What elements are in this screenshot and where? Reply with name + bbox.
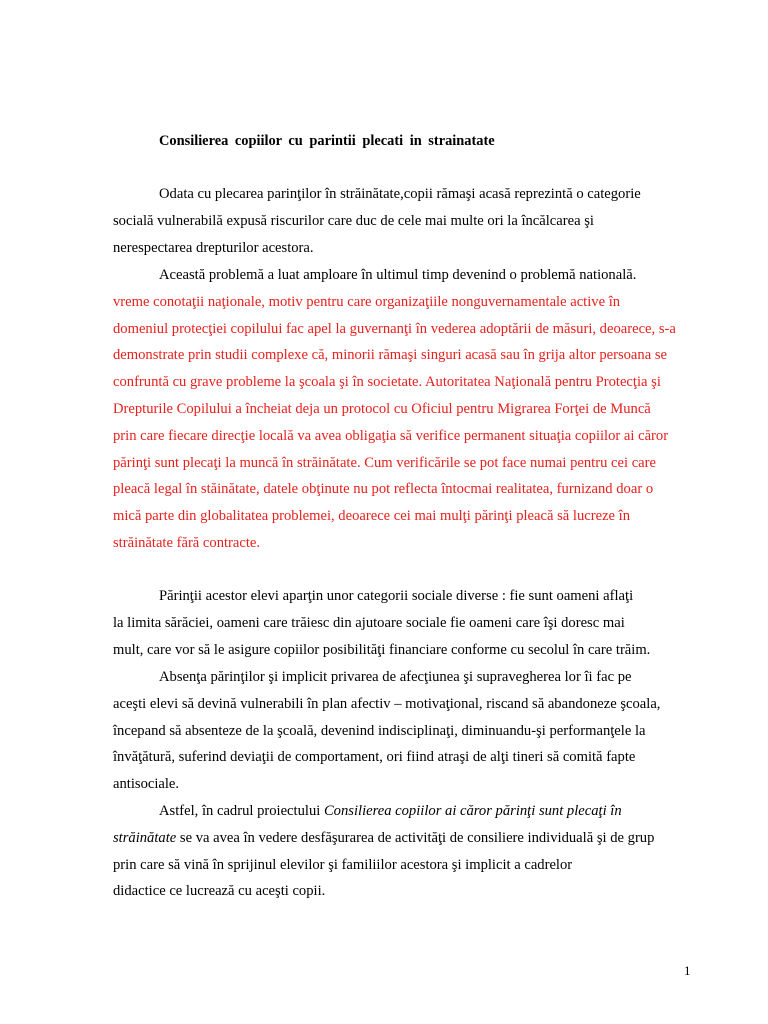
document-title: Consilierea copiilor cu parintii plecati in strainatate	[159, 133, 495, 149]
text-line: nerespectarea drepturilor acestora.	[113, 239, 314, 256]
text-run: se va avea în vedere desfăşurarea de activităţi de consiliere individuală şi de grup	[176, 829, 655, 846]
highlighted-text-line: părinţi sunt plecaţi la muncă în străinătate. Cum verificările se pot face numai pentru cei care	[113, 454, 656, 471]
project-title-text: străinătate	[113, 829, 177, 846]
highlighted-text-line: domeniul protecţiei copilului fac apel la guvernanţi în vederea adoptării de măsuri, deoarece, s-a	[113, 320, 676, 337]
highlighted-text-line: prin care fiecare direcţie locală va avea obligaţia să verifice permanent situaţia copiilor ai căror	[113, 427, 669, 444]
text-line: aceşti elevi să devină vulnerabili în plan afectiv – motivaţional, riscand să abandoneze şcoala,	[113, 695, 661, 712]
text-line: Absenţa părinţilor şi implicit privarea de afecţiunea şi supravegherea lor îi fac pe	[159, 669, 632, 685]
text-line	[113, 825, 691, 852]
highlighted-text-line: mică parte din globalitatea problemei, deoarece cei mai mulţi părinţi pleacă să lucreze în	[113, 508, 631, 525]
page-number: 1	[684, 963, 691, 978]
paragraph-4	[113, 664, 691, 798]
paragraph-1	[113, 181, 691, 261]
highlighted-text-line: Drepturile Copilului a încheiat deja un protocol cu Oficiul pentru Migrarea Forţei de Muncă	[113, 400, 651, 417]
text-run: Astfel, în cadrul proiectului	[159, 803, 324, 819]
highlighted-text-line: demonstrate prin studii complexe că, minorii rămaşi singuri acasă sau în grija altor persoana se	[113, 347, 667, 364]
text-line: mult, care vor să le asigure copiilor posibilităţi financiare conforme cu secolul în care trăim.	[113, 641, 651, 658]
text-line: începand să absenteze de la şcoală, devenind indisciplinaţi, diminuandu-şi performanţele la	[113, 722, 646, 739]
highlighted-text-line: vreme conotaţii naţionale, motiv pentru care organizaţiile nonguvernamentale active în	[113, 293, 621, 310]
text-line: Părinţii acestor elevi aparţin unor categorii sociale diverse : fie sunt oameni aflaţi	[159, 588, 634, 604]
text-line: didactice ce lucrează cu aceşti copii.	[113, 883, 326, 900]
text-line: învăţătură, suferind deviaţii de comportament, ori fiind atraşi de alţi tineri să comită fapte	[113, 749, 636, 766]
text-line: prin care să vină în sprijinul elevilor şi familiilor acestora şi implicit a cadrelor	[113, 856, 573, 873]
text-line: Odata cu plecarea parinţilor în străinătate,copii rămaşi acasă reprezintă o categorie	[159, 186, 641, 202]
text-line	[113, 798, 691, 825]
text-line: antisociale.	[113, 776, 180, 793]
highlighted-text-line: pleacă legal în stăinătate, datele obţinute nu pot reflecta întocmai realitatea, furnizand doar o	[113, 481, 654, 498]
text-line: Această problemă a luat amploare în ultimul timp devenind o problemă natională.	[159, 267, 637, 283]
paragraph-3	[113, 583, 691, 663]
text-line: la limita sărăciei, oameni care trăiesc din ajutoare sociale fie oameni care îşi doresc mai	[113, 614, 625, 631]
paragraph-2	[113, 262, 691, 557]
paragraph-5	[113, 798, 691, 905]
highlighted-text-line: confruntă cu grave probleme la şcoala şi în societate. Autoritatea Naţională pentru Protecţia şi	[113, 374, 661, 391]
highlighted-text-line: străinătate fără contracte.	[113, 534, 261, 551]
project-title-text: Consilierea copiilor ai căror părinţi sunt plecaţi în	[323, 803, 622, 819]
text-line: socială vulnerabilă expusă riscurilor care duc de cele mai multe ori la încălcarea şi	[113, 212, 594, 229]
